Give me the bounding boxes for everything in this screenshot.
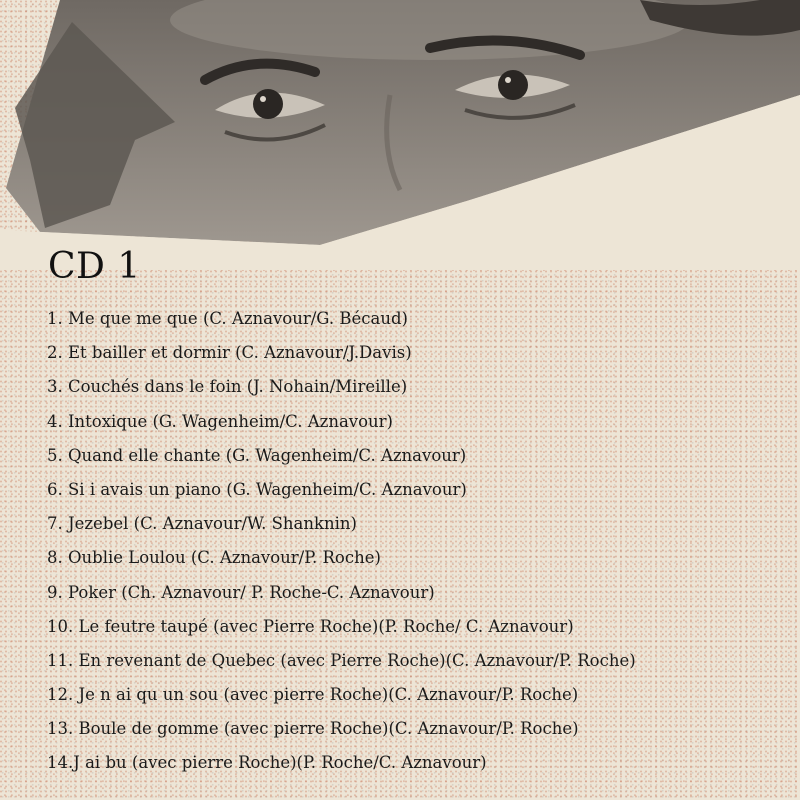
- track-item: 4. Intoxique (G. Wagenheim/C. Aznavour): [47, 411, 393, 431]
- track-item: 5. Quand elle chante (G. Wagenheim/C. Aznavour): [47, 445, 467, 465]
- track-item: 14.J ai bu (avec pierre Roche)(P. Roche/C. Aznavour): [47, 753, 487, 773]
- track-item: 6. Si i avais un piano (G. Wagenheim/C. Aznavour): [47, 479, 467, 499]
- portrait-photo: [0, 0, 800, 270]
- disc-title: CD 1: [48, 246, 141, 287]
- track-item: 2. Et bailler et dormir (C. Aznavour/J.Davis): [47, 343, 412, 363]
- track-list: [47, 307, 636, 786]
- track-item: 1. Me que me que (C. Aznavour/G. Bécaud): [47, 309, 408, 328]
- track-item: 3. Couchés dans le foin (J. Nohain/Mireille): [47, 377, 408, 397]
- track-item: 9. Poker (Ch. Aznavour/ P. Roche-C. Aznavour): [47, 582, 435, 602]
- track-item: 12. Je n ai qu un sou (avec pierre Roche)(C. Aznavour/P. Roche): [47, 685, 579, 705]
- track-item: 10. Le feutre taupé (avec Pierre Roche)(P. Roche/ C. Aznavour): [47, 616, 574, 636]
- track-item: 7. Jezebel (C. Aznavour/W. Shanknin): [47, 514, 357, 534]
- track-item: 13. Boule de gomme (avec pierre Roche)(C. Aznavour/P. Roche): [47, 719, 579, 739]
- track-item: 11. En revenant de Quebec (avec Pierre Roche)(C. Aznavour/P. Roche): [47, 650, 636, 670]
- track-item: 8. Oublie Loulou (C. Aznavour/P. Roche): [47, 548, 381, 568]
